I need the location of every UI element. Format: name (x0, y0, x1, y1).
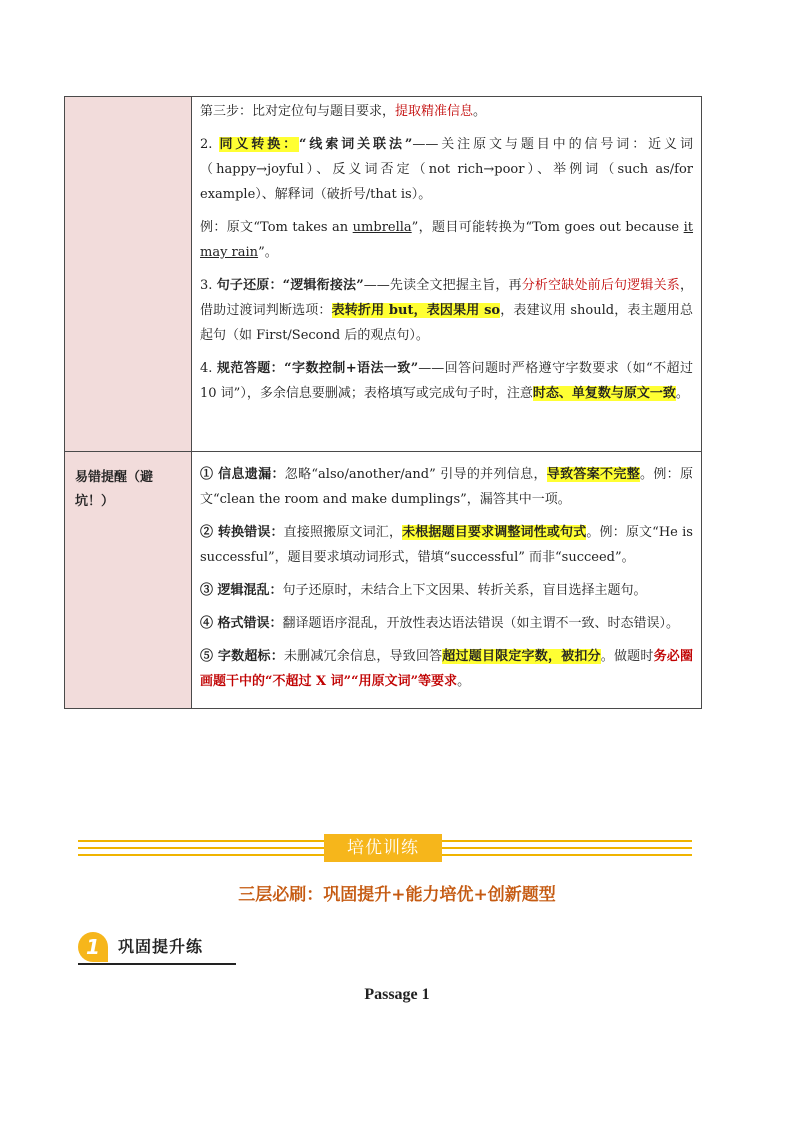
row-label-empty (65, 97, 192, 452)
table-row (65, 97, 702, 452)
training-banner (78, 834, 692, 862)
section-heading (78, 932, 238, 964)
mistake-1: ① 信息遗漏：忽略“also/another/and” 引导的并列信息，导致答案不完整。例：原文“clean the room and make dumplings”，漏答其中一项。 (200, 467, 693, 507)
section-subtitle: 三层必刷：巩固提升+能力培优+创新题型 (238, 885, 556, 905)
mistake-5: ⑤ 字数超标：未删减冗余信息，导致回答超过题目限定字数，被扣分。做题时务必圈画题干中的“不超过 X 词”“用原文词”等要求。 (200, 649, 693, 689)
sentence-restore-paragraph: 3. 句子还原：“逻辑衔接法”——先读全文把握主旨，再分析空缺处前后句逻辑关系，借助过渡词判断选项：表转折用 but，表因果用 so，表建议用 should，表主题用总起句（如 First/Second 后的观点句）。 (200, 278, 694, 343)
step3-paragraph: 第三步：比对定位句与题目要求，提取精准信息。 (200, 104, 487, 119)
example-paragraph: 例：原文“Tom takes an umbrella”，题目可能转换为“Tom goes out because it may rain”。 (200, 220, 694, 260)
section-number: 1 (78, 932, 108, 962)
mistakes-cell (192, 452, 702, 709)
synonym-paragraph: 2. 同义转换：“线索词关联法”——关注原文与题目中的信号词：近义词（happy→joyful）、反义词否定（not rich→poor）、举例词（such as/for example）、解释词（破折号/that is）。 (200, 137, 693, 202)
row-label-mistakes: 易错提醒（避坑！） (65, 452, 192, 709)
mistake-2: ② 转换错误：直接照搬原文词汇，未根据题目要求调整词性或句式。例：原文“He is successful”，题目要求填动词形式，错填“successful” 而非“succeed”。 (200, 525, 693, 565)
passage-title: Passage 1 (364, 986, 430, 1003)
strategy-table (64, 96, 702, 709)
table-row (65, 452, 702, 709)
section-underline (78, 963, 236, 965)
strategy-cell (192, 97, 702, 452)
mistake-3: ③ 逻辑混乱：句子还原时，未结合上下文因果、转折关系，盲目选择主题句。 (200, 583, 647, 598)
standard-answer-paragraph: 4. 规范答题：“字数控制+语法一致”——回答问题时严格遵守字数要求（如“不超过 10 词”），多余信息要删减；表格填写或完成句子时，注意时态、单复数与原文一致。 (200, 361, 693, 401)
mistake-4: ④ 格式错误：翻译题语序混乱，开放性表达语法错误（如主谓不一致、时态错误）。 (200, 616, 680, 631)
banner-label: 培优训练 (324, 834, 442, 862)
section-title: 巩固提升练 (118, 937, 204, 956)
